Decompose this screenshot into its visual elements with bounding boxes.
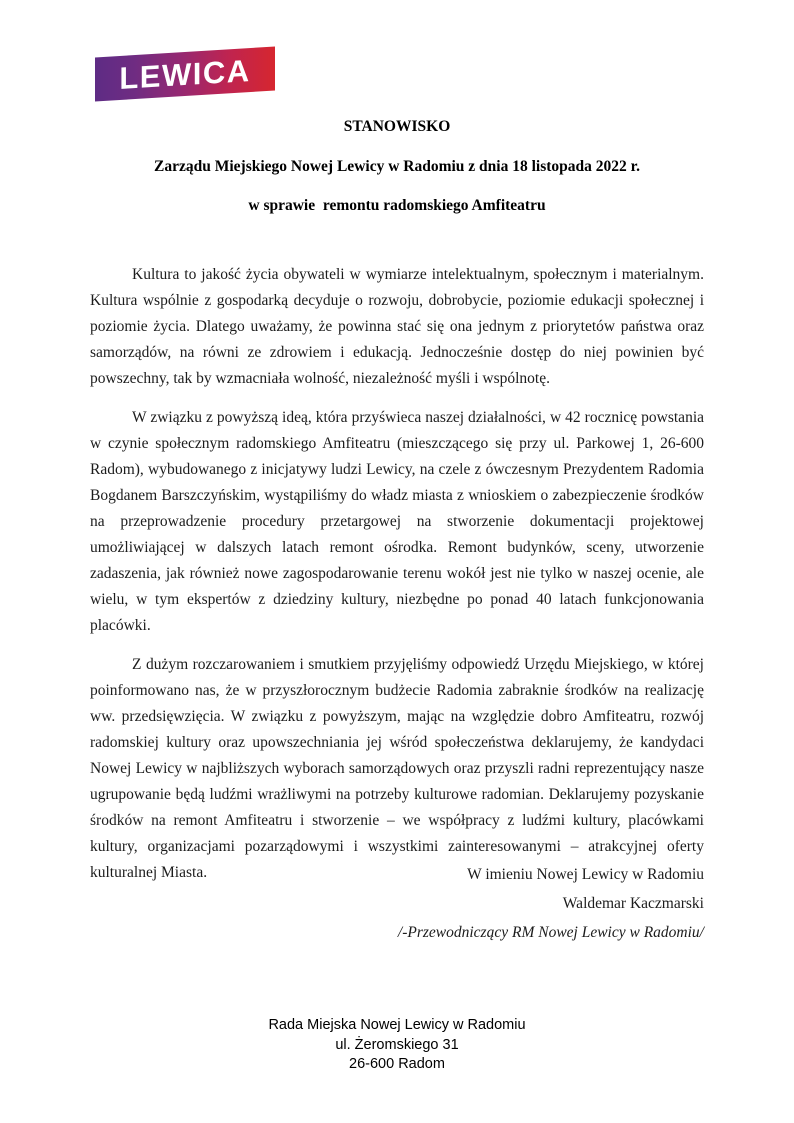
footer-organization: Rada Miejska Nowej Lewicy w Radomiu — [268, 1017, 526, 1033]
signature-on-behalf: W imieniu Nowej Lewicy w Radomiu — [467, 866, 704, 883]
signature-block — [398, 860, 704, 947]
footer-address — [0, 1016, 794, 1075]
footer-city: 26-600 Radom — [349, 1056, 445, 1072]
document-subtitle: Zarządu Miejskiego Nowej Lewicy w Radomiu z dnia 18 listopada 2022 r. — [154, 158, 640, 175]
footer-street: ul. Żeromskiego 31 — [335, 1036, 459, 1053]
document-title: STANOWISKO — [343, 118, 451, 135]
signature-role: /-Przewodniczący RM Nowej Lewicy w Radomiu/ — [397, 924, 704, 941]
paragraph-3: Z dużym rozczarowaniem i smutkiem przyjęliśmy odpowiedź Urzędu Miejskiego, w której poinformowano nas, że w przyszłorocznym budżecie Radomia zabraknie środków na realizację ww. przedsięwzięcia. W związku z powyższym, mając na względzie dobro Amfiteatru, rozwój radomskiej kultury oraz upowszechniania jej wśród społeczeństwa deklarujemy, że kandydaci Nowej Lewicy w najbliższych wyborach samorządowych oraz przyszli radni reprezentujący nasze ugrupowanie będą ludźmi wrażliwymi na potrzeby kulturowe radomian. Deklarujemy pozyskanie środków na remont Amfiteatru i stworzenie – we współpracy z ludźmi kultury, placówkami kultury, organizacjami pozarządowymi i wszystkimi zainteresowanymi – atrakcyjnej oferty kulturalnej Miasta. — [90, 656, 704, 881]
lewica-logo-text: LEWICA — [119, 52, 251, 96]
signature-name: Waldemar Kaczmarski — [562, 895, 704, 912]
document-body — [90, 262, 704, 886]
document-subject: w sprawie remontu radomskiego Amfiteatru — [248, 197, 546, 214]
paragraph-1: Kultura to jakość życia obywateli w wymiarze intelektualnym, społecznym i materialnym. Kultura wspólnie z gospodarką decyduje o rozwoju, dobrobycie, poziomie edukacji społecznej i poziomie życia. Dlatego uważamy, że powinna stać się ona jednym z priorytetów państwa oraz samorządów, na równi ze zdrowiem i edukacją. Jednocześnie dostęp do niej powinien być powszechny, tak by wzmacniała wolność, niezależność myśli i wspólnotę. — [90, 266, 704, 387]
paragraph-2: W związku z powyższą ideą, która przyświeca naszej działalności, w 42 rocznicę powstania w czynie społecznym radomskiego Amfiteatru (mieszczącego się przy ul. Parkowej 1, 26-600 Radom), wybudowanego z inicjatywy ludzi Lewicy, na czele z ówczesnym Prezydentem Radomia Bogdanem Barszczyńskim, wystąpiliśmy do władz miasta z wnioskiem o zabezpieczenie środków na przeprowadzenie procedury przetargowej na stworzenie dokumentacji projektowej umożliwiającej w dalszych latach remont ośrodka. Remont budynków, sceny, utworzenie zadaszenia, jak również nowe zagospodarowanie terenu wokół jest nie tylko w naszej ocenie, ale wielu, w tym ekspertów z dziedziny kultury, niezbędne po ponad 40 latach funkcjonowania placówki. — [90, 409, 704, 634]
